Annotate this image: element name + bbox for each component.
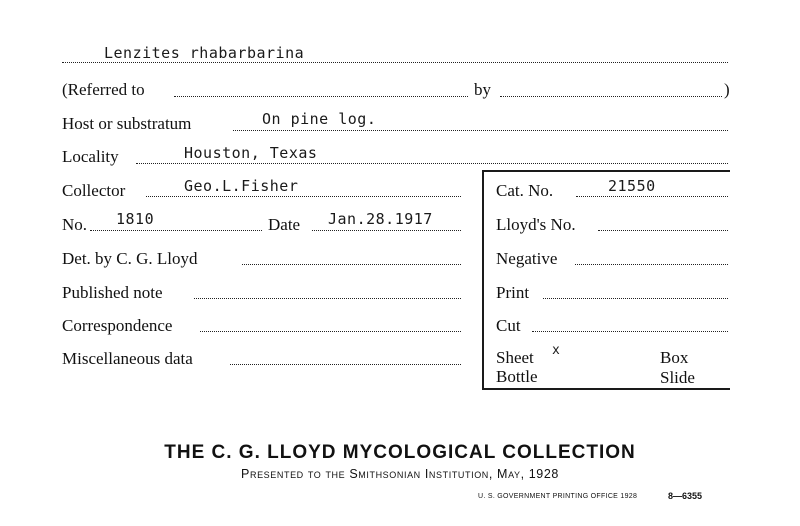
misc-field[interactable] — [230, 364, 461, 365]
cat-no-label: Cat. No. — [496, 181, 554, 200]
collector-field[interactable] — [146, 196, 461, 197]
species-name: Lenzites rhabarbarina — [104, 44, 305, 62]
correspondence-label: Correspondence — [62, 316, 173, 335]
collector-value: Geo.L.Fisher — [184, 177, 299, 195]
published-note-label: Published note — [62, 283, 163, 302]
cat-no-field[interactable] — [576, 196, 728, 197]
printer-imprint: U. S. GOVERNMENT PRINTING OFFICE 1928 — [478, 493, 638, 500]
det-by-label: Det. by C. G. Lloyd — [62, 249, 198, 268]
locality-label: Locality — [62, 147, 119, 166]
negative-label: Negative — [496, 249, 558, 268]
cut-field[interactable] — [532, 331, 728, 332]
by-label: by — [474, 80, 491, 99]
locality-field[interactable] — [136, 163, 728, 164]
referred-by-field[interactable] — [500, 96, 722, 97]
collection-subtitle: Presented to the Smithsonian Institution, May, 1928 — [241, 467, 559, 481]
lloyds-no-label: Lloyd's No. — [496, 215, 576, 234]
host-value: On pine log. — [262, 110, 377, 128]
species-line — [62, 62, 728, 63]
host-label: Host or substratum — [62, 114, 192, 133]
number-field[interactable] — [90, 230, 262, 231]
catalog-box-top — [482, 170, 730, 172]
number-label: No. — [62, 215, 88, 234]
cut-label: Cut — [496, 316, 521, 335]
catalog-box-left — [482, 170, 484, 390]
collection-title: THE C. G. LLOYD MYCOLOGICAL COLLECTION — [164, 442, 636, 463]
det-by-field[interactable] — [242, 264, 461, 265]
print-label: Print — [496, 283, 530, 302]
cat-no-value: 21550 — [608, 177, 656, 195]
form-number: 8—6355 — [668, 491, 703, 501]
lloyds-no-field[interactable] — [598, 230, 728, 231]
misc-label: Miscellaneous data — [62, 349, 193, 368]
catalog-box-bottom — [482, 388, 730, 390]
published-note-field[interactable] — [194, 298, 461, 299]
date-label: Date — [268, 215, 301, 234]
close-paren: ) — [724, 80, 730, 99]
referred-to-label: (Referred to — [62, 80, 145, 99]
box-label: Box — [660, 348, 689, 367]
date-value: Jan.28.1917 — [328, 210, 433, 228]
referred-to-field[interactable] — [174, 96, 468, 97]
locality-value: Houston, Texas — [184, 144, 318, 162]
collector-label: Collector — [62, 181, 126, 200]
number-value: 1810 — [116, 210, 155, 228]
bottle-label: Bottle — [496, 367, 538, 386]
print-field[interactable] — [543, 298, 728, 299]
negative-field[interactable] — [575, 264, 728, 265]
host-field[interactable] — [233, 130, 728, 131]
slide-label: Slide — [660, 368, 695, 387]
date-field[interactable] — [312, 230, 461, 231]
sheet-checkmark: x — [552, 343, 561, 358]
correspondence-field[interactable] — [200, 331, 461, 332]
sheet-label: Sheet — [496, 348, 534, 367]
